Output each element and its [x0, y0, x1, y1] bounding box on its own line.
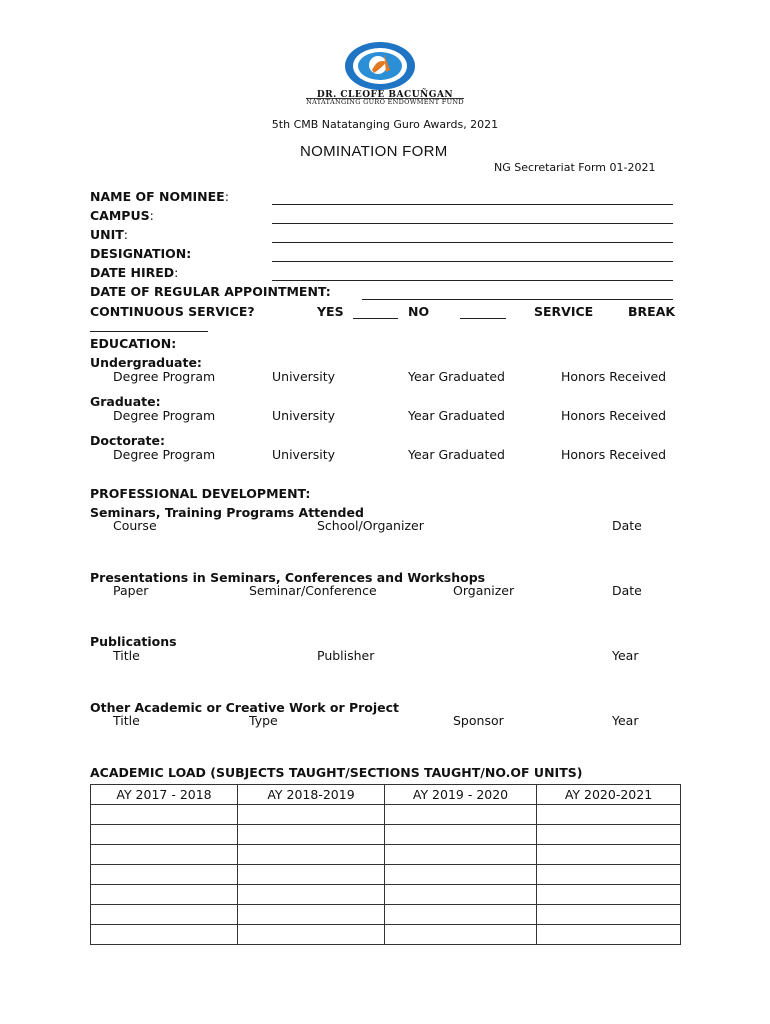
organizer-label: Organizer — [453, 583, 515, 598]
date-hired-label: DATE HIRED: — [90, 265, 179, 280]
regular-appointment-label: DATE OF REGULAR APPOINTMENT: — [90, 284, 331, 299]
table-cell[interactable] — [238, 845, 385, 865]
honors-received-label: Honors Received — [561, 369, 667, 384]
table-cell[interactable] — [537, 905, 681, 925]
table-cell[interactable] — [537, 865, 681, 885]
undergraduate-heading: Undergraduate: — [90, 355, 202, 370]
table-cell[interactable] — [385, 825, 537, 845]
university-label: University — [272, 447, 336, 462]
date-label: Date — [612, 583, 642, 598]
name-of-nominee-label: NAME OF NOMINEE: — [90, 189, 229, 204]
campus-label: CAMPUS: — [90, 208, 154, 223]
academic-load-heading: ACADEMIC LOAD (SUBJECTS TAUGHT/SECTIONS TAUGHT/NO.OF UNITS) — [90, 765, 583, 780]
column-header: AY 2017 - 2018 — [91, 785, 238, 805]
table-cell[interactable] — [91, 905, 238, 925]
form-number: NG Secretariat Form 01-2021 — [494, 161, 656, 174]
table-row — [91, 805, 681, 825]
column-header: AY 2020-2021 — [537, 785, 681, 805]
sponsor-label: Sponsor — [453, 713, 504, 728]
university-label: University — [272, 408, 336, 423]
publisher-label: Publisher — [317, 648, 375, 663]
table-header-row — [91, 785, 681, 805]
awards-title: 5th CMB Natatanging Guro Awards, 2021 — [271, 118, 499, 131]
table-cell[interactable] — [537, 885, 681, 905]
year-graduated-label: Year Graduated — [408, 369, 505, 384]
degree-program-label: Degree Program — [113, 447, 216, 462]
no-field[interactable] — [460, 318, 506, 319]
table-cell[interactable] — [238, 825, 385, 845]
doctorate-heading: Doctorate: — [90, 433, 165, 448]
table-cell[interactable] — [91, 885, 238, 905]
column-header: AY 2018-2019 — [238, 785, 385, 805]
presentations-heading: Presentations in Seminars, Conferences and Workshops — [90, 570, 486, 585]
table-row — [91, 865, 681, 885]
education-heading: EDUCATION: — [90, 336, 177, 351]
table-cell[interactable] — [238, 805, 385, 825]
table-cell[interactable] — [385, 905, 537, 925]
regular-appointment-field[interactable] — [362, 299, 673, 300]
seminars-heading: Seminars, Training Programs Attended — [90, 505, 364, 520]
designation-label: DESIGNATION: — [90, 246, 192, 261]
title-label: Title — [113, 713, 140, 728]
table-row — [91, 925, 681, 945]
table-cell[interactable] — [537, 925, 681, 945]
year-label: Year — [612, 648, 639, 663]
table-cell[interactable] — [238, 865, 385, 885]
type-label: Type — [249, 713, 278, 728]
course-label: Course — [113, 518, 157, 533]
table-cell[interactable] — [385, 925, 537, 945]
column-header: AY 2019 - 2020 — [385, 785, 537, 805]
date-hired-field[interactable] — [272, 280, 673, 281]
honors-received-label: Honors Received — [561, 408, 667, 423]
table-row — [91, 905, 681, 925]
table-cell[interactable] — [537, 845, 681, 865]
yes-label: YES — [317, 304, 344, 319]
table-cell[interactable] — [91, 825, 238, 845]
professional-development-heading: PROFESSIONAL DEVELOPMENT: — [90, 486, 311, 501]
service-break-field[interactable] — [90, 331, 208, 332]
degree-program-label: Degree Program — [113, 369, 216, 384]
table-cell[interactable] — [238, 885, 385, 905]
table-cell[interactable] — [385, 805, 537, 825]
paper-label: Paper — [113, 583, 149, 598]
org-name: DR. CLEOFE BACUÑGAN — [316, 90, 454, 100]
table-cell[interactable] — [385, 845, 537, 865]
table-cell[interactable] — [91, 865, 238, 885]
table-cell[interactable] — [385, 865, 537, 885]
university-label: University — [272, 369, 336, 384]
name-of-nominee-field[interactable] — [272, 204, 673, 205]
table-row — [91, 825, 681, 845]
academic-load-table — [90, 784, 681, 945]
year-graduated-label: Year Graduated — [408, 408, 505, 423]
no-label: NO — [408, 304, 430, 319]
degree-program-label: Degree Program — [113, 408, 216, 423]
table-cell[interactable] — [537, 825, 681, 845]
school-organizer-label: School/Organizer — [317, 518, 424, 533]
yes-field[interactable] — [353, 318, 398, 319]
other-work-heading: Other Academic or Creative Work or Project — [90, 700, 400, 715]
break-label: BREAK — [628, 304, 676, 319]
table-cell[interactable] — [91, 925, 238, 945]
unit-label: UNIT: — [90, 227, 129, 242]
table-cell[interactable] — [537, 805, 681, 825]
graduate-heading: Graduate: — [90, 394, 161, 409]
year-graduated-label: Year Graduated — [408, 447, 505, 462]
designation-field[interactable] — [272, 261, 673, 262]
title-label: Title — [113, 648, 140, 663]
honors-received-label: Honors Received — [561, 447, 667, 462]
table-cell[interactable] — [238, 905, 385, 925]
foundation-logo — [344, 40, 416, 92]
unit-field[interactable] — [272, 242, 673, 243]
seminar-conference-label: Seminar/Conference — [249, 583, 377, 598]
org-subtitle: NATATANGING GURO ENDOWMENT FUND — [306, 98, 464, 106]
year-label: Year — [612, 713, 639, 728]
table-cell[interactable] — [91, 805, 238, 825]
continuous-service-label: CONTINUOUS SERVICE? — [90, 304, 255, 319]
table-cell[interactable] — [91, 845, 238, 865]
publications-heading: Publications — [90, 634, 177, 649]
table-cell[interactable] — [385, 885, 537, 905]
service-label: SERVICE — [534, 304, 594, 319]
table-row — [91, 845, 681, 865]
campus-field[interactable] — [272, 223, 673, 224]
form-title: NOMINATION FORM — [300, 143, 448, 160]
table-cell[interactable] — [238, 925, 385, 945]
table-row — [91, 885, 681, 905]
date-label: Date — [612, 518, 642, 533]
